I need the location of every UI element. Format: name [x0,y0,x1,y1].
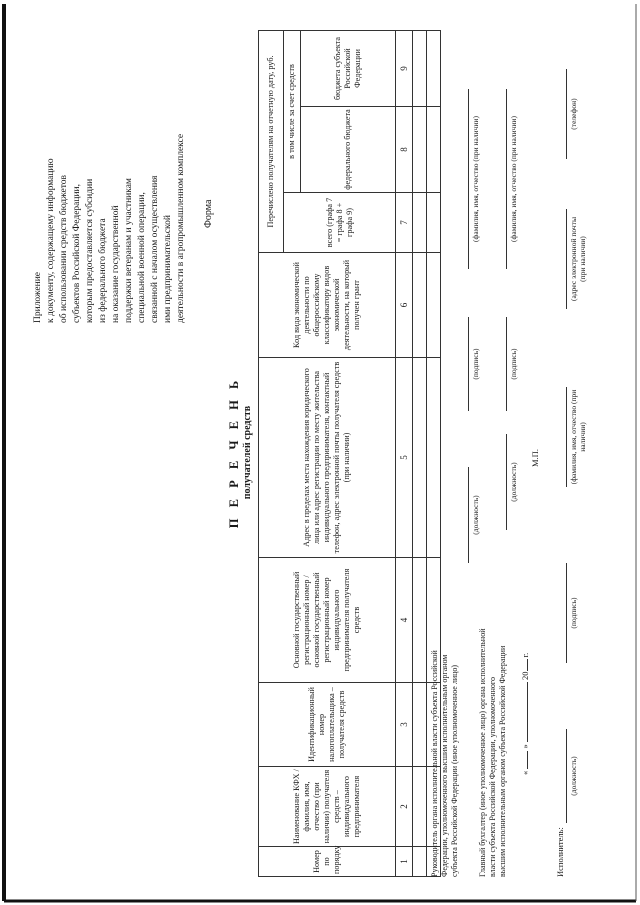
accountant-signature-line [506,317,507,411]
head-line: Федерации, уполномоченного высшим исполнительным органом [440,654,449,877]
table-row [413,30,427,876]
col-name-header: Наименование КФХ / фамилия, имя, отчество (при наличии) получателя средств – индивидуального предпринимателя [259,767,396,847]
col-ogrn-header: Основной государственный регистрационный номер / основной государственный регистрационный номер индивидуального предпринимателя получателя средств [259,558,396,683]
accountant-fio-line [506,89,507,269]
column-number: 4 [396,558,413,683]
column-number: 1 [396,847,413,877]
accountant-position-line [506,434,507,530]
document-subtitle: получателей средств [242,405,253,500]
appendix-line: связанной с началом осуществления [150,175,160,323]
date-quote-open: « [520,770,530,775]
column-numbers-row [396,30,413,876]
stamp-place-label: М.П. [530,449,540,467]
appendix-line: к документу, содержащему информацию [46,158,56,323]
appendix-line: поддержки ветеранам и участникам [124,178,134,323]
appendix-line: деятельности в агропромышленном комплексе [176,133,186,323]
date-year-suffix: г. [520,652,530,658]
accountant-position-caption: (должность) [509,462,518,502]
date-field [520,653,530,775]
head-position-line [468,467,469,563]
executor-signature-caption: (подпись) [569,597,578,629]
column-number: 6 [396,253,413,358]
executor-position-line [566,729,567,823]
col-number-header: Номер по порядку [259,847,396,877]
col-regional-header: бюджета субъекта Российской Федерации [301,30,396,106]
executor-position-caption: (должность) [569,756,578,796]
appendix-line: из федерального бюджета [98,218,108,323]
executor-fio-line [566,387,567,487]
rotated-page [20,20,620,885]
head-signature-line [468,317,469,411]
column-number: 3 [396,683,413,767]
appendix-line: об использовании средств бюджетов [59,174,69,323]
executor-signature-line [566,563,567,663]
head-signatory-label [430,650,460,877]
accountant-line: Главный бухгалтер (иное уполномоченное лицо) органа исполнительной [478,628,487,877]
appendix-line: Приложение [33,272,43,323]
head-position-caption: (должность) [471,495,480,535]
executor-email-line [566,209,567,309]
document-title: П Е Р Е Ч Е Н Ь [227,376,241,529]
appendix-line: субъектов Российской Федерации, [72,183,82,323]
col-address-header: Адрес в пределах места нахождения юридического лица или адрес регистрации по месту жительства индивидуального предпринимателя, контактный телефон, адрес электронной почты получателя средств (при наличии) [259,358,396,558]
column-number: 9 [396,30,413,106]
executor-phone-caption: (телефон) [569,98,578,130]
appendix-line: которым предоставляется субсидии [85,178,95,323]
date-quote-close: » [520,744,530,749]
head-fio-caption: (фамилия, имя, отчество (при наличии) [471,116,480,242]
recipients-table [258,30,441,877]
col-federal-header: федерального бюджета [301,107,396,193]
col-transferred-group-header: Перечислено получателям на отчетную дату, руб. [259,30,284,252]
head-line: субъекта Российской Федерации (иное уполномоченное лицо) [450,664,459,877]
accountant-signature-caption: (подпись) [509,348,518,380]
appendix-line: специальной военной операции, [137,192,147,323]
accountant-line: власти субъекта Российской Федерации, уполномоченного [488,677,497,877]
appendix-line: ими предпринимательской [163,215,173,323]
header-row [259,30,284,876]
appendix-line: на оказание государственной [111,205,121,323]
col-inn-header: Идентификационный номер налогоплательщика – получателя средств [259,683,396,767]
head-line: Руководитель органа исполнительной власти субъекта Российской [430,650,439,877]
column-number: 8 [396,107,413,193]
col-sources-group-header: в том числе за счет средств [284,30,301,192]
head-signature-caption: (подпись) [471,348,480,380]
column-number: 5 [396,358,413,558]
date-day-line [527,751,528,769]
form-label: Форма [203,199,214,228]
executor-phone-line [566,69,567,159]
column-number: 7 [396,193,413,253]
col-okved-header: Код вида экономической деятельности по общероссийскому классификатору видов экономической деятельности, на который получен грант [259,253,396,358]
executor-email-caption: (адрес электронной почты (при наличии) [569,217,587,302]
accountant-signatory-label [478,629,508,878]
column-number: 2 [396,767,413,847]
date-month-line [527,682,528,742]
date-year-line [527,660,528,672]
col-total-header: всего (графа 7 = графа 8 + графа 9) [284,193,396,253]
executor-label: Исполнитель: [555,827,565,877]
head-fio-line [468,89,469,269]
executor-fio-caption: (фамилия, имя, отчество (при наличии) [569,389,587,485]
accountant-line: высшим исполнительным органом субъекта Российской Федерации [498,645,507,877]
accountant-fio-caption: (фамилия, имя, отчество (при наличии) [509,116,518,242]
appendix-block [32,23,188,323]
date-year-prefix: 20 [520,671,530,680]
